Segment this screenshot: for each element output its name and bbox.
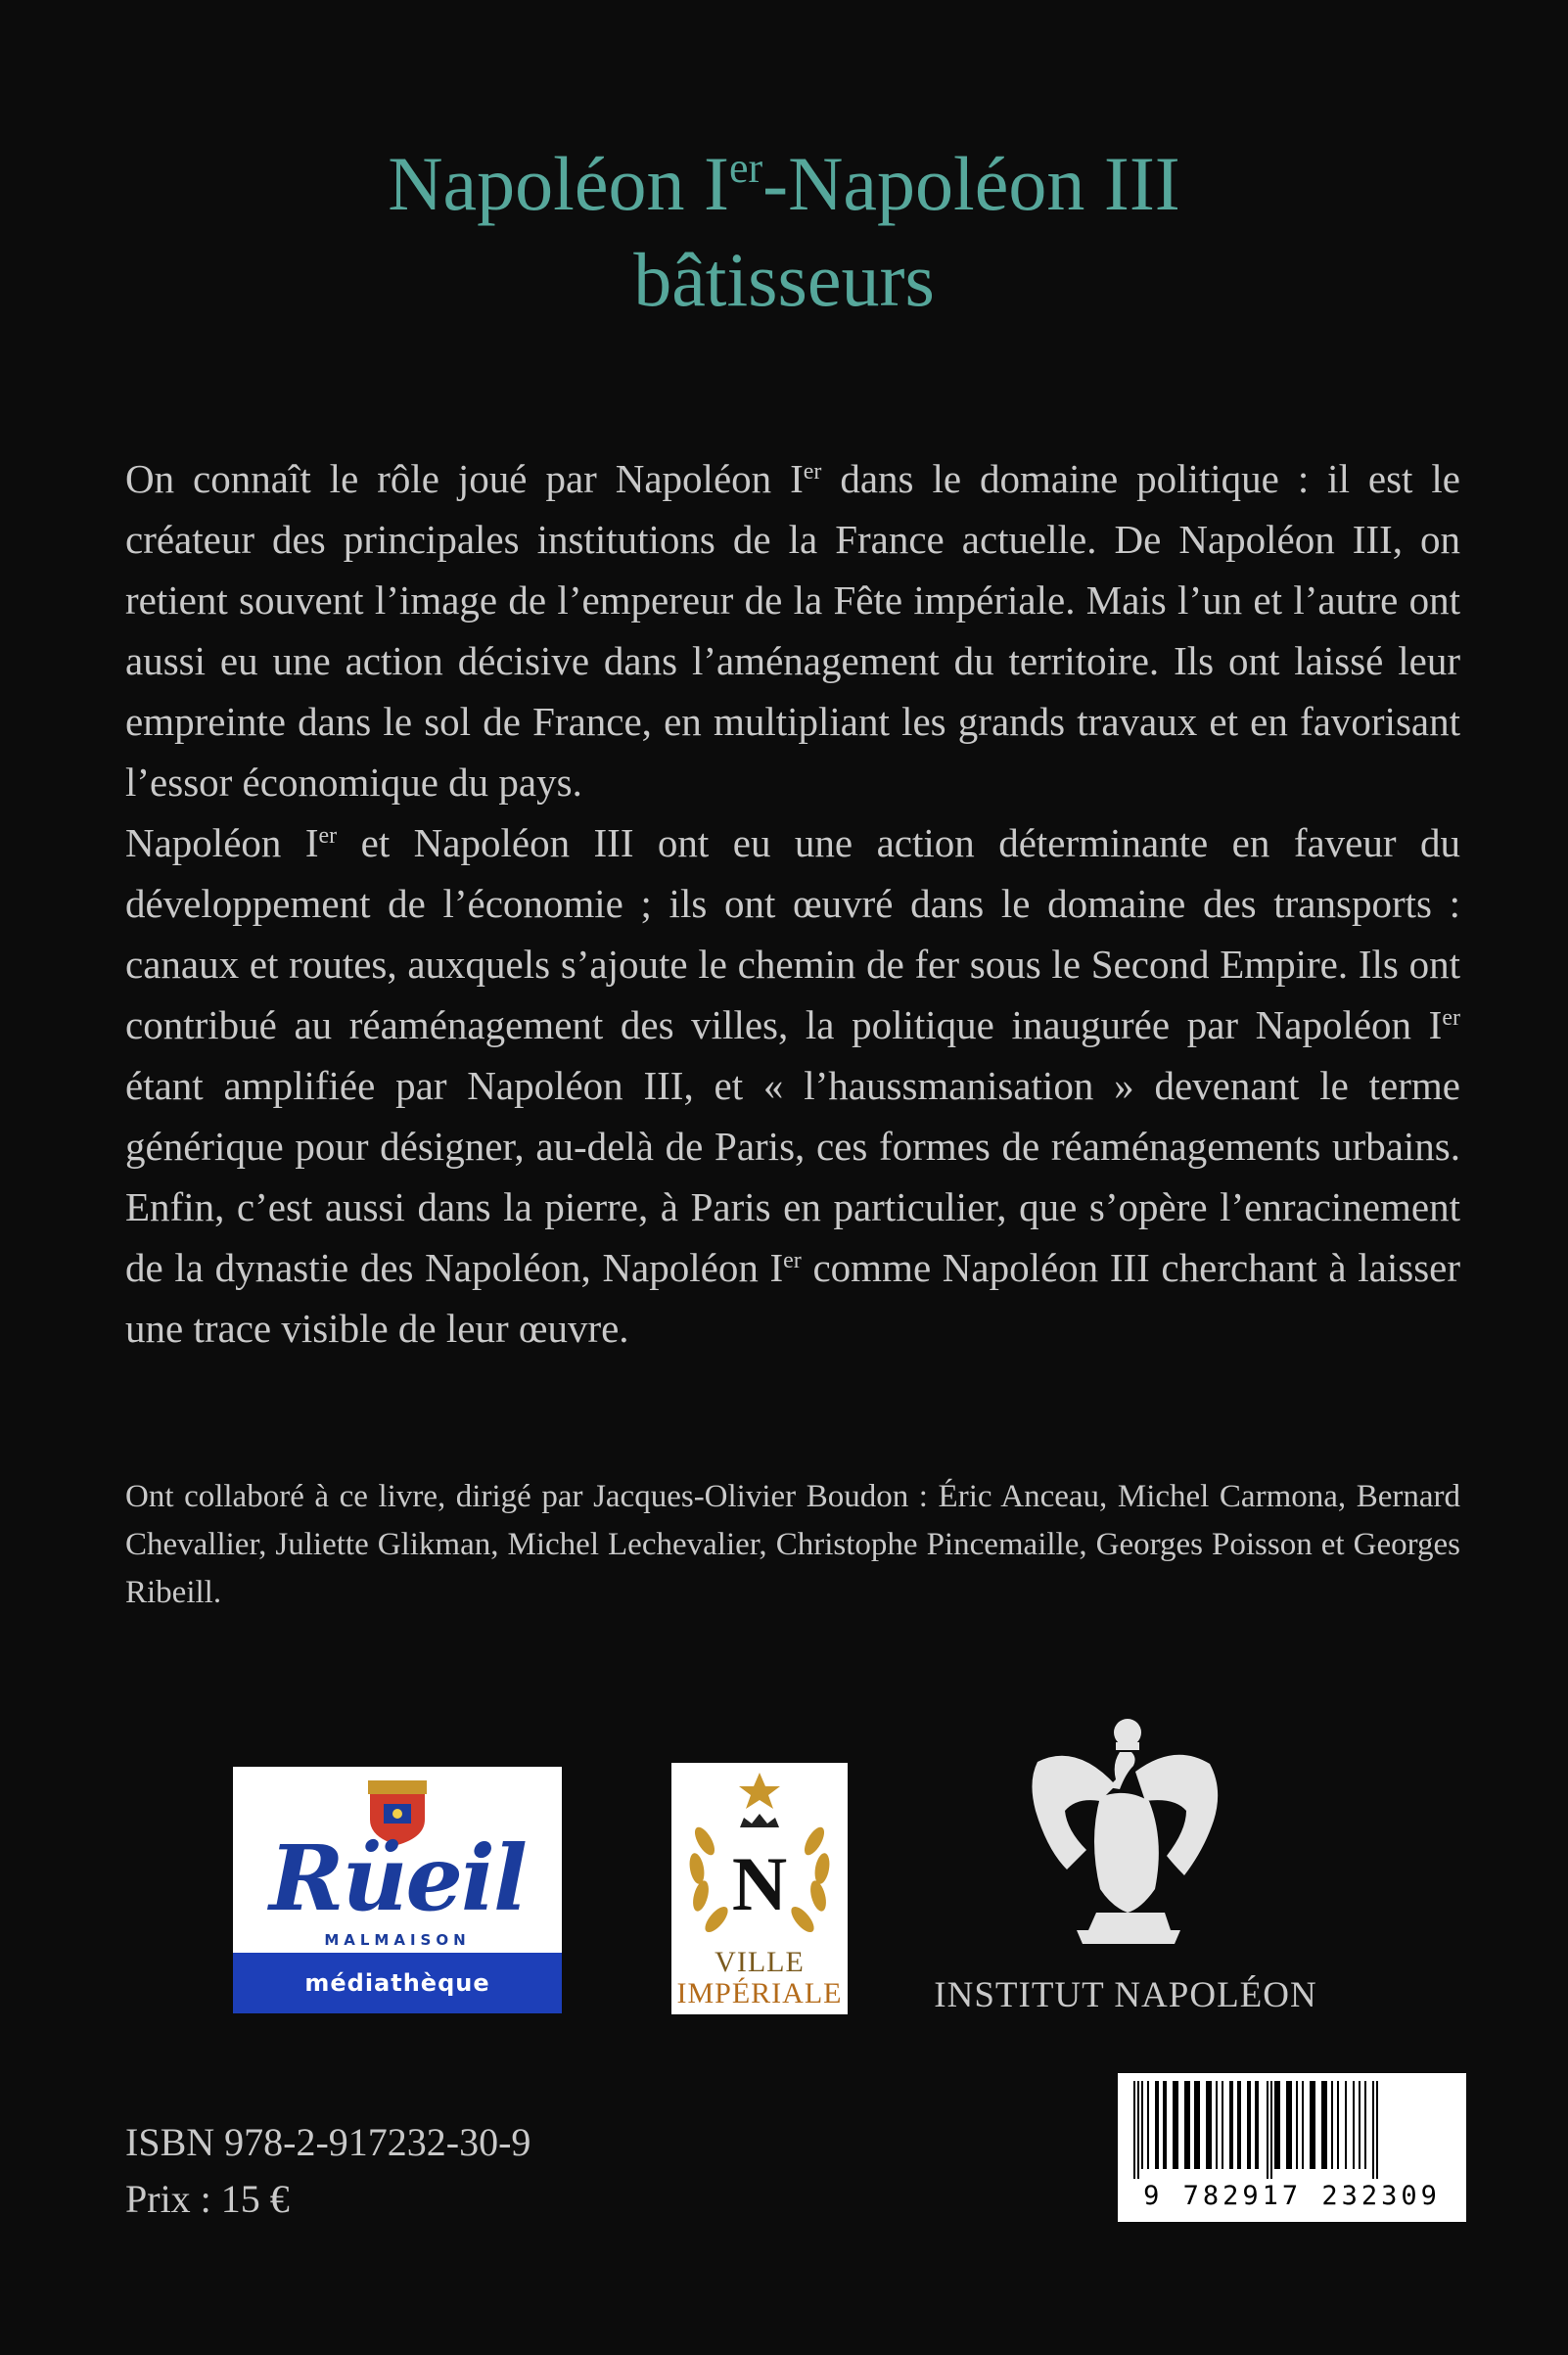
barcode-bar (1229, 2081, 1233, 2169)
title-part-2: -Napoléon III (762, 141, 1180, 226)
title-part-1: Napoléon I (388, 141, 729, 226)
barcode-bar (1163, 2081, 1167, 2169)
ville-line: VILLE (715, 1946, 805, 1978)
barcode-bars (1131, 2081, 1453, 2179)
mediatheque-band: médiathèque (233, 1953, 562, 2013)
barcode-bar (1216, 2081, 1218, 2169)
barcode-bar (1133, 2081, 1135, 2179)
summary-p2-d: comme Napoléon III cherchant à laisser une trace visible de leur œuvre. (125, 1245, 1460, 1351)
barcode-bar (1267, 2081, 1268, 2179)
barcode-bar (1147, 2081, 1149, 2169)
rueil-subtitle: MALMAISON (324, 1931, 471, 1949)
barcode (1118, 2073, 1466, 2222)
barcode-bar (1345, 2081, 1347, 2169)
rueil-wordmark: Rüeil (269, 1825, 526, 1931)
summary-p2-sup2: er (1442, 1005, 1460, 1031)
barcode-bar (1173, 2081, 1178, 2169)
price-text: Prix : 15 € (125, 2177, 290, 2221)
institut-napoleon-logo (910, 1703, 1341, 2026)
summary-paragraph-2 (125, 812, 1460, 1359)
institut-napoleon-label: INSTITUT NAPOLÉON (934, 1975, 1317, 2015)
eagle-icon (1018, 1703, 1233, 1967)
title-line-1 (0, 137, 1568, 231)
barcode-bar (1194, 2081, 1200, 2169)
barcode-bar (1274, 2081, 1280, 2169)
barcode-bar (1359, 2081, 1360, 2169)
barcode-bar (1137, 2081, 1139, 2179)
summary-p2-sup3: er (783, 1248, 802, 1273)
barcode-bar (1141, 2081, 1143, 2169)
barcode-bar (1321, 2081, 1327, 2169)
isbn-text: ISBN 978-2-917232-30-9 (125, 2120, 531, 2164)
barcode-bar (1286, 2081, 1292, 2169)
contributors-text: Ont collaboré à ce livre, dirigé par Jacques-Olivier Boudon : Éric Anceau, Michel Carmona, Bernard Chevallier, Juliette Glikman, Michel Lechevalier, Christophe Pincemaille, Georges Poisson et Georges Ribeill. (125, 1479, 1460, 1610)
ville-imperiale-text (671, 1947, 848, 2009)
barcode-bar (1372, 2081, 1374, 2179)
barcode-bar (1237, 2081, 1241, 2169)
summary-p2-a: Napoléon I (125, 820, 319, 865)
barcode-bar (1364, 2081, 1366, 2169)
barcode-bar (1247, 2081, 1251, 2169)
barcode-bar (1302, 2081, 1304, 2169)
barcode-digits: 9 782917 232309 (1143, 2181, 1441, 2211)
title-line-2: bâtisseurs (633, 237, 935, 322)
rueil-malmaison-logo (233, 1767, 562, 2013)
ville-imperiale-logo (671, 1763, 848, 2014)
barcode-bar (1337, 2081, 1339, 2169)
isbn-block (125, 2114, 530, 2228)
summary-paragraph-1 (125, 448, 1460, 812)
barcode-bar (1296, 2081, 1298, 2169)
barcode-bar (1184, 2081, 1190, 2169)
title-superscript: er (728, 144, 763, 192)
barcode-bar (1270, 2081, 1272, 2179)
summary-p2-c: étant amplifiée par Napoléon III, et « l’haussmanisation » devenant le terme générique pour désigner, au-delà de Paris, ces formes de réaménagements urbains. Enfin, c’est aussi dans la pierre, à Paris en particulier, que s’opère l’enracinement de la dynastie des Napoléon, Napoléon I (125, 1063, 1460, 1290)
imperiale-line: IMPÉRIALE (676, 1977, 843, 2009)
summary-p2-sup1: er (318, 823, 338, 849)
summary-text (125, 448, 1460, 1359)
barcode-bar (1222, 2081, 1223, 2169)
barcode-bar (1310, 2081, 1315, 2169)
summary-p2-b: et Napoléon III ont eu une action déterminante en faveur du développement de l’économie ; ils ont œuvré dans le domaine des transports : canaux et routes, auxquels s’ajoute le chemin de fer sous le Second Empire. Ils ont contribué au réaménagement des villes, la politique inaugurée par Napoléon I (125, 820, 1460, 1047)
laurel-wreath-icon (671, 1763, 848, 1949)
summary-p1-b: dans le domaine politique : il est le créateur des principales institutions de la France actuelle. De Napoléon III, on retient souvent l’image de l’empereur de la Fête impériale. Mais l’un et l’autre ont aussi eu une action décisive dans l’aménagement du territoire. Ils ont laissé leur empreinte dans le sol de France, en multipliant les grands travaux et en favorisant l’essor économique du pays. (125, 456, 1460, 805)
barcode-bar (1331, 2081, 1333, 2169)
monogram-n: N (731, 1841, 788, 1926)
barcode-bar (1353, 2081, 1355, 2169)
barcode-bar (1376, 2081, 1378, 2179)
summary-p1-a: On connaît le rôle joué par Napoléon I (125, 456, 804, 501)
barcode-bar (1206, 2081, 1212, 2169)
barcode-bar (1255, 2081, 1259, 2169)
summary-p1-sup: er (803, 459, 822, 485)
barcode-bar (1155, 2081, 1159, 2169)
book-title (0, 137, 1568, 327)
